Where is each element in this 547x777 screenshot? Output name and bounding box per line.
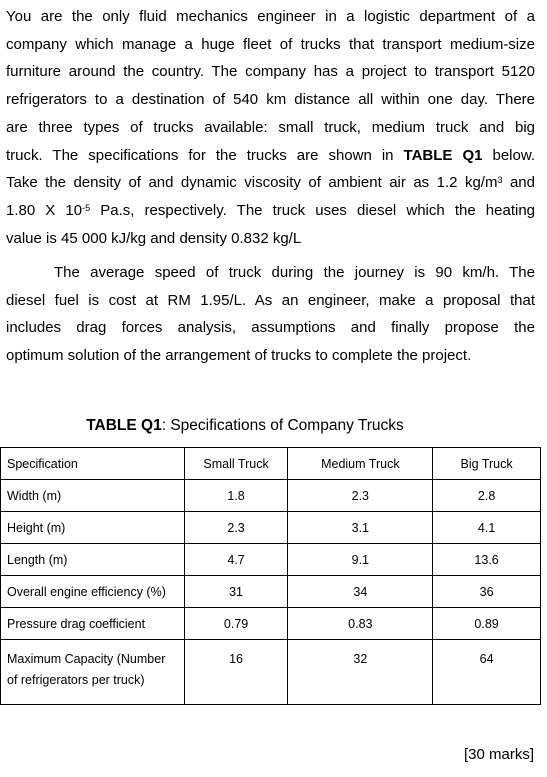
cell-value: 4.7 (184, 544, 288, 576)
viscosity-exponent: -5 (82, 202, 91, 213)
table-caption (0, 417, 490, 435)
table-caption-text: : Specifications of Company Trucks (161, 417, 404, 434)
problem-paragraph-2 (6, 259, 535, 370)
text-segment: 1.80 X 10 (6, 201, 83, 219)
cell-value: 4.1 (433, 512, 541, 544)
cell-value: 0.83 (288, 608, 433, 640)
text-line-density (6, 169, 535, 197)
text-line: You are the only fluid mechanics engineer in a logistic department of a (6, 8, 535, 25)
marks-label: [30 marks] (463, 746, 534, 763)
cell-value: 34 (288, 576, 433, 608)
text-segment: Pa.s, respectively. The truck uses diesel which the heating (90, 201, 536, 219)
row-label: Height (m) (1, 512, 185, 544)
row-label-line: Maximum Capacity (Number (7, 652, 166, 666)
truck-specifications-table (0, 447, 541, 705)
problem-paragraph-1 (6, 3, 535, 252)
cell-value: 2.3 (288, 480, 433, 512)
table-row (1, 512, 541, 544)
cell-value: 0.89 (433, 608, 541, 640)
header-big-truck: Big Truck (433, 448, 541, 480)
cell-value: 36 (433, 576, 541, 608)
text-line-viscosity (6, 197, 535, 225)
density-exponent: 3 (497, 175, 503, 186)
cell-value: 2.8 (433, 480, 541, 512)
cell-value: 31 (184, 576, 288, 608)
table-row-capacity (1, 640, 541, 705)
text-line: The average speed of truck during the journey is 90 km/h. The (54, 264, 535, 281)
cell-value: 0.79 (184, 608, 288, 640)
row-label: Overall engine efficiency (%) (1, 576, 185, 608)
row-label: Width (m) (1, 480, 185, 512)
text-line: are three types of trucks available: small truck, medium truck and big (6, 118, 535, 136)
text-line: includes drag forces analysis, assumptions and finally propose the (6, 319, 535, 337)
text-line: optimum solution of the arrangement of trucks to complete the project. (6, 347, 472, 365)
table-row (1, 544, 541, 576)
row-label (1, 640, 185, 705)
text-segment: truck. The specifications for the trucks are shown in (6, 146, 394, 164)
text-line: company which manage a huge fleet of trucks that transport medium-size (6, 35, 535, 53)
table-reference: TABLE Q1 (403, 146, 483, 164)
text-segment: below. (482, 146, 536, 164)
row-label: Pressure drag coefficient (1, 608, 185, 640)
header-specification: Specification (1, 448, 185, 480)
cell-value: 3.1 (288, 512, 433, 544)
cell-value: 1.8 (184, 480, 288, 512)
table-row (1, 576, 541, 608)
table-header-row (1, 448, 541, 480)
table-row (1, 608, 541, 640)
header-small-truck: Small Truck (184, 448, 288, 480)
cell-value: 16 (184, 640, 288, 705)
text-line: refrigerators to a destination of 540 km distance all within one day. There (6, 91, 535, 109)
text-line: diesel fuel is cost at RM 1.95/L. As an engineer, make a proposal that (6, 291, 535, 309)
cell-value: 13.6 (433, 544, 541, 576)
row-label: Length (m) (1, 544, 185, 576)
cell-value: 64 (433, 640, 541, 705)
text-segment: and (502, 174, 535, 192)
text-line: value is 45 000 kJ/kg and density 0.832 kg/L (6, 229, 302, 247)
table-row (1, 480, 541, 512)
row-label-line: of refrigerators per truck) (7, 673, 145, 687)
cell-value: 2.3 (184, 512, 288, 544)
cell-value: 32 (288, 640, 433, 705)
text-segment: Take the density of and dynamic viscosity of ambient air as 1.2 kg/m (6, 174, 498, 192)
table-caption-label: TABLE Q1 (86, 417, 162, 434)
text-line-table-ref (6, 142, 535, 170)
text-line: furniture around the country. The company has a project to transport 5120 (6, 63, 535, 81)
header-medium-truck: Medium Truck (288, 448, 433, 480)
cell-value: 9.1 (288, 544, 433, 576)
